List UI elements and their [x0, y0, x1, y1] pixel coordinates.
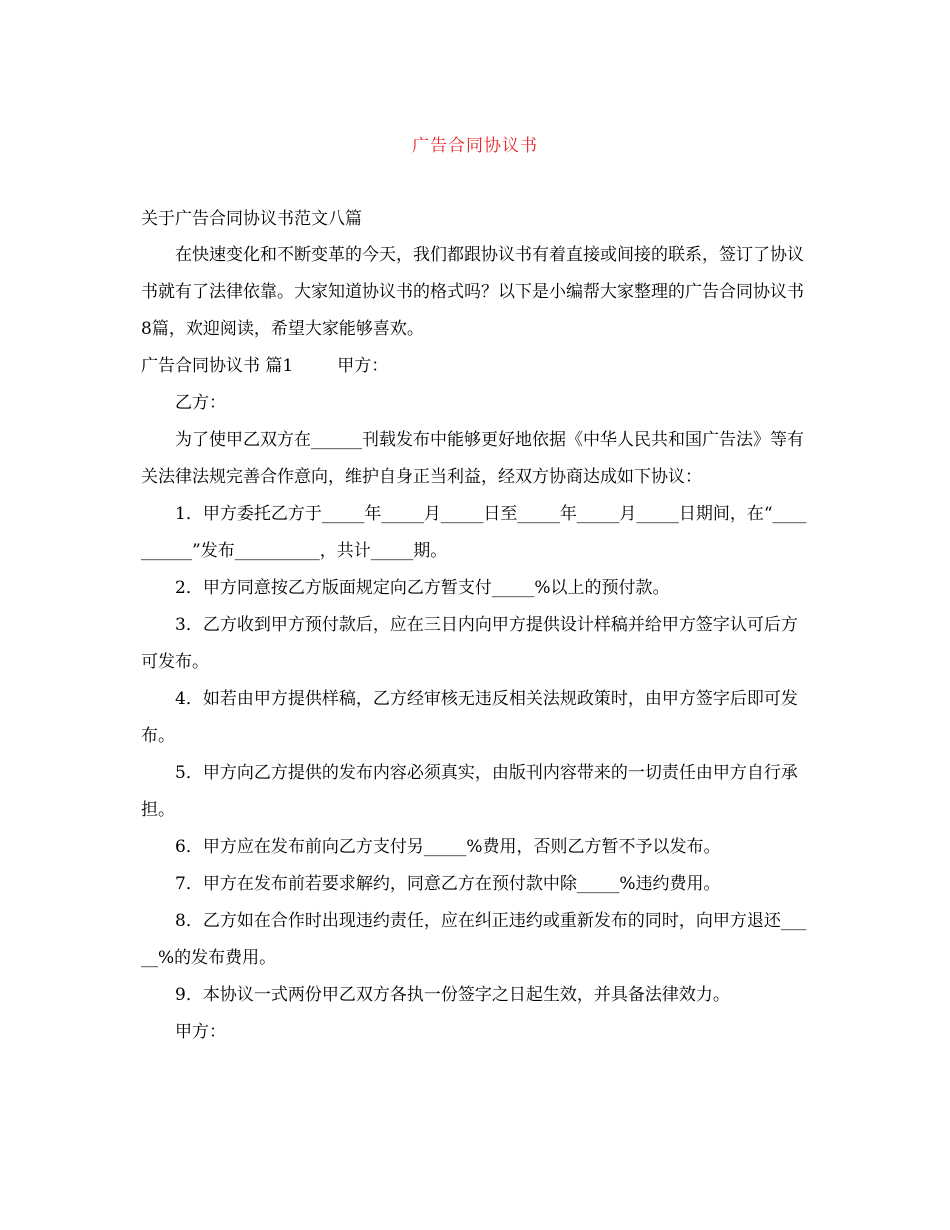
clause-4: 4．如若由甲方提供样稿，乙方经审核无违反相关法规政策时，由甲方签字后即可发布。 [141, 689, 798, 746]
document-body [141, 205, 813, 1051]
document-title: 广告合同协议书 [412, 136, 538, 156]
clause-3: 3．乙方收到甲方预付款后，应在三日内向甲方提供设计样稿并给甲方签字认可后方可发布。 [141, 615, 798, 672]
document-subtitle: 关于广告合同协议书范文八篇 [141, 209, 362, 229]
clause-5: 5．甲方向乙方提供的发布内容必须真实，由版刊内容带来的一切责任由甲方自行承担。 [141, 763, 798, 820]
clause-2: 2．甲方同意按乙方版面规定向乙方暂支付_____%以上的预付款。 [175, 578, 670, 598]
clause-6: 6．甲方应在发布前向乙方支付另_____%费用，否则乙方暂不予以发布。 [175, 837, 721, 857]
party-a-label: 甲方： [337, 356, 389, 376]
preamble-paragraph: 为了使甲乙双方在______刊载发布中能够更好地依据《中华人民共和国广告法》等有关法律法规完善合作意向，维护自身正当利益，经双方协商达成如下协议： [141, 430, 804, 487]
closing-party-a-label: 甲方： [175, 1022, 226, 1042]
party-b-label: 乙方： [175, 393, 226, 413]
clause-1: 1．甲方委托乙方于_____年_____月_____日至_____年_____月_____日期间，在“__________”发布__________，共计_____期。 [141, 504, 807, 561]
clause-8: 8．乙方如在合作时出现违约责任，应在纠正违约或重新发布的同时，向甲方退还_____%的发布费用。 [141, 911, 807, 968]
section-heading: 广告合同协议书 篇1 [141, 356, 294, 376]
section-heading-line [141, 348, 813, 385]
intro-paragraph: 在快速变化和不断变革的今天，我们都跟协议书有着直接或间接的联系，签订了协议书就有了法律依靠。大家知道协议书的格式吗？以下是小编帮大家整理的广告合同协议书8篇，欢迎阅读，希望大家能够喜欢。 [141, 245, 804, 339]
clause-7: 7．甲方在发布前若要求解约，同意乙方在预付款中除_____%违约费用。 [175, 874, 721, 894]
clause-9: 9．本协议一式两份甲乙双方各执一份签字之日起生效，并具备法律效力。 [175, 985, 730, 1005]
